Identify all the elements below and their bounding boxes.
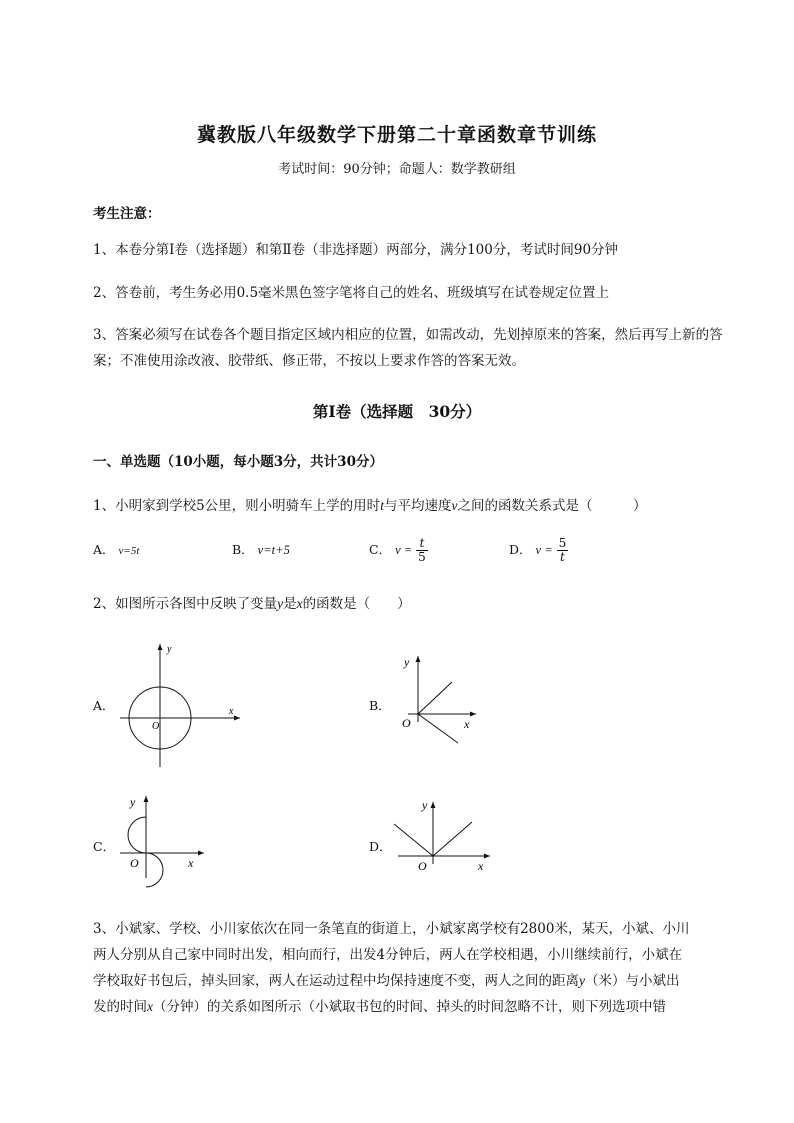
q3-line-3-suffix: （米）与小斌出 [585, 973, 680, 989]
notice-item-2: 2、答卷前，考生务必用0.5毫米黑色签字笔将自己的姓名、班级填写在试卷规定位置上 [93, 285, 610, 301]
option-d-numerator: 5 [558, 536, 567, 550]
y-arrow-icon [416, 656, 421, 662]
q3-line-3-text: 学校取好书包后，掉头回家，两人在运动过程中均保持速度不变，两人之间的距离 [93, 973, 579, 989]
q1-suffix: 之间的函数关系式是（ ） [457, 498, 647, 514]
q2-prefix: 2、如图所示各图中反映了变量 [93, 596, 278, 612]
lower-ray [418, 714, 458, 743]
option-b-expr: v=t+5 [257, 543, 290, 557]
right-semicircle [146, 853, 163, 887]
left-semicircle [128, 817, 146, 853]
q1-prefix: 1、小明家到学校5公里，则小明骑车上学的用时 [93, 498, 381, 514]
q2-graph-c [112, 790, 212, 890]
q2-graph-d [388, 794, 498, 884]
option-a-label: A． [93, 542, 115, 557]
q1-middle: 与平均速度 [383, 498, 452, 514]
upper-ray [418, 682, 452, 714]
q1-var-t: t [380, 498, 384, 513]
q1-var-v: v [451, 498, 458, 513]
origin-label: O [402, 716, 411, 730]
x-axis-label: x [464, 717, 470, 731]
x-arrow-icon [484, 854, 490, 859]
x-axis-label: x [188, 856, 194, 870]
option-c-lhs: v = [395, 543, 413, 557]
notice-heading: 考生注意： [93, 206, 161, 222]
q2-graph-a [115, 640, 245, 770]
q2-suffix: 的函数是（ ） [302, 596, 411, 612]
y-arrow-icon [158, 644, 163, 650]
q1-option-c[interactable] [369, 537, 428, 564]
section-title: 第Ⅰ卷（选择题 30分） [312, 402, 482, 421]
notice-item-1: 1、本卷分第Ⅰ卷（选择题）和第Ⅱ卷（非选择题）两部分，满分100分，考试时间90分钟 [93, 242, 619, 258]
q2-graph-b [390, 650, 490, 750]
option-c-numerator: t [416, 537, 428, 551]
y-axis-label: y [422, 798, 428, 812]
q3-line-4-prefix: 发的时间 [93, 999, 147, 1015]
q1-option-b[interactable] [232, 540, 290, 558]
q2-option-b-label[interactable]: B． [369, 698, 391, 713]
x-arrow-icon [470, 712, 476, 717]
y-arrow-icon [144, 796, 149, 802]
q2-option-a-label[interactable]: A． [93, 698, 115, 713]
q2-var-y: y [277, 596, 284, 611]
option-b-label: B． [232, 542, 254, 557]
q2-option-c-label[interactable]: C． [93, 839, 116, 854]
x-axis-label: x [478, 859, 484, 873]
exam-info: 考试时间：90分钟；命题人：数学教研组 [278, 162, 516, 177]
y-axis-label: y [404, 655, 410, 669]
q3-var-y: y [579, 973, 585, 988]
q2-middle: 是 [283, 596, 297, 612]
y-axis-label: y [167, 644, 172, 655]
x-axis-label: x [229, 706, 234, 717]
origin-label: O [152, 721, 160, 732]
q1-option-a[interactable] [93, 540, 139, 558]
q3-line-2: 两人分别从自己家中同时出发，相向而行，出发4分钟后，两人在学校相遇，小川继续前行，小斌在 [93, 947, 683, 963]
option-d-lhs: v = [535, 543, 553, 557]
part-title: 一、单选题（10小题，每小题3分，共计30分） [93, 454, 383, 470]
q2-var-x: x [296, 596, 303, 611]
option-d-fraction [557, 537, 569, 564]
option-c-label: C． [369, 542, 392, 557]
q3-line-4-suffix: （分钟）的关系如图所示（小斌取书包的时间、掉头的时间忽略不计，则下列选项中错 [153, 999, 666, 1015]
q2-option-d-label[interactable]: D． [369, 839, 392, 854]
option-a-expr: v=5t [118, 545, 140, 557]
origin-label: O [418, 859, 427, 873]
question-2 [93, 592, 411, 612]
q3-line-4 [93, 995, 666, 1015]
option-c-denominator: 5 [418, 550, 426, 564]
x-arrow-icon [234, 716, 240, 721]
q3-var-x: x [147, 999, 153, 1014]
origin-label: O [130, 856, 139, 870]
left-ray [394, 824, 433, 856]
q3-line-3 [93, 969, 680, 989]
y-arrow-icon [431, 802, 436, 808]
option-d-label: D． [509, 542, 532, 557]
y-axis-label: y [130, 795, 136, 809]
x-arrow-icon [198, 851, 204, 856]
notice-item-3: 3、答案必须写在试卷各个题目指定区域内相应的位置，如需改动，先划掉原来的答案，然后再写上新的答案；不准使用涂改液、胶带纸、修正带，不按以上要求作答的答案无效。 [93, 327, 723, 369]
option-d-denominator: t [560, 550, 565, 564]
question-1 [93, 494, 646, 514]
q3-line-1: 3、小斌家、学校、小川家依次在同一条笔直的街道上，小斌家离学校有2800米，某天，小斌、小川 [93, 921, 690, 937]
option-c-fraction [416, 537, 428, 564]
q1-option-d[interactable] [509, 537, 568, 564]
page-title: 冀教版八年级数学下册第二十章函数章节训练 [196, 124, 597, 146]
right-ray [433, 822, 472, 856]
